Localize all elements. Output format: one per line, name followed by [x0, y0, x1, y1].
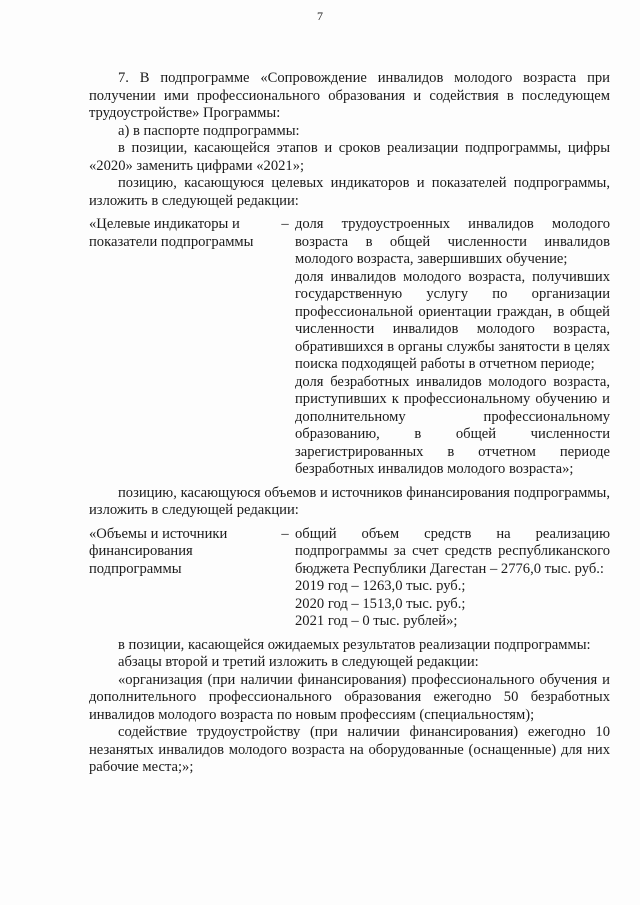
- indicator-1: доля трудоустроенных инвалидов молодого возраста в общей численности инвалидов молодого возраста, завершивших обучение;: [295, 216, 610, 267]
- document-body: [89, 70, 610, 777]
- indicators-values: [295, 216, 610, 479]
- paragraph-indicators-intro: позицию, касающуюся целевых индикаторов и показателей подпрограммы, изложить в следующей редакции:: [89, 175, 610, 209]
- indicator-3: доля безработных инвалидов молодого возраста, приступивших к профессиональному обучению и дополнительному профессиональному образованию, в общей численности зарегистрированных в отчетном периоде безработных инвалидов молодого возраста»;: [295, 373, 610, 477]
- page-number: 7: [317, 9, 323, 23]
- financing-label: «Объемы и источники финансирования подпрограммы: [89, 525, 228, 577]
- financing-2020: 2020 год – 1513,0 тыс. руб.;: [295, 595, 466, 612]
- paragraph-results-intro: в позиции, касающейся ожидаемых результатов реализации подпрограммы:: [118, 636, 591, 653]
- indicator-2: доля инвалидов молодого возраста, получивших государственную услугу по организации профессиональной ориентации граждан, в общей численности инвалидов молодого возраста, обратившихся в органы службы занятости в целях поиска подходящей работы в отчетном периоде;: [295, 268, 610, 372]
- indicators-label: «Целевые индикаторы и показатели подпрограммы: [89, 216, 254, 250]
- paragraph-stages: в позиции, касающейся этапов и сроков реализации подпрограммы, цифры «2020» заменить цифрами «2021»;: [89, 140, 610, 174]
- paragraph-abzacy: абзацы второй и третий изложить в следующей редакции:: [118, 654, 479, 670]
- financing-total: общий объем средств на реализацию подпрограммы за счет средств республиканского бюджета Республики Дагестан – 2776,0 тыс. руб.:: [295, 525, 610, 577]
- paragraph-training: «организация (при наличии финансирования) профессионального обучения и дополнительного профессионального образования ежегодно 50 безработных инвалидов молодого возраста по новым профессиям (специальностям);: [89, 671, 610, 723]
- financing-table: [89, 526, 610, 631]
- paragraph-passport: а) в паспорте подпрограммы:: [118, 122, 300, 139]
- financing-dash: –: [281, 525, 289, 542]
- indicators-dash: –: [281, 216, 289, 232]
- paragraph-financing-intro: позицию, касающуюся объемов и источников финансирования подпрограммы, изложить в следующей редакции:: [89, 484, 610, 518]
- financing-values: [295, 526, 610, 631]
- financing-2021: 2021 год – 0 тыс. рублей»;: [295, 613, 458, 629]
- financing-2019: 2019 год – 1263,0 тыс. руб.;: [295, 578, 466, 594]
- paragraph-employment: содействие трудоустройству (при наличии финансирования) ежегодно 10 незанятых инвалидов молодого возраста на оборудованные (оснащенные) для них рабочие места;»;: [89, 724, 610, 775]
- indicators-table: [89, 216, 610, 479]
- paragraph-section-7: 7. В подпрограмме «Сопровождение инвалидов молодого возраста при получении ими профессионального образования и содействия в последующем трудоустройстве» Программы:: [89, 70, 610, 121]
